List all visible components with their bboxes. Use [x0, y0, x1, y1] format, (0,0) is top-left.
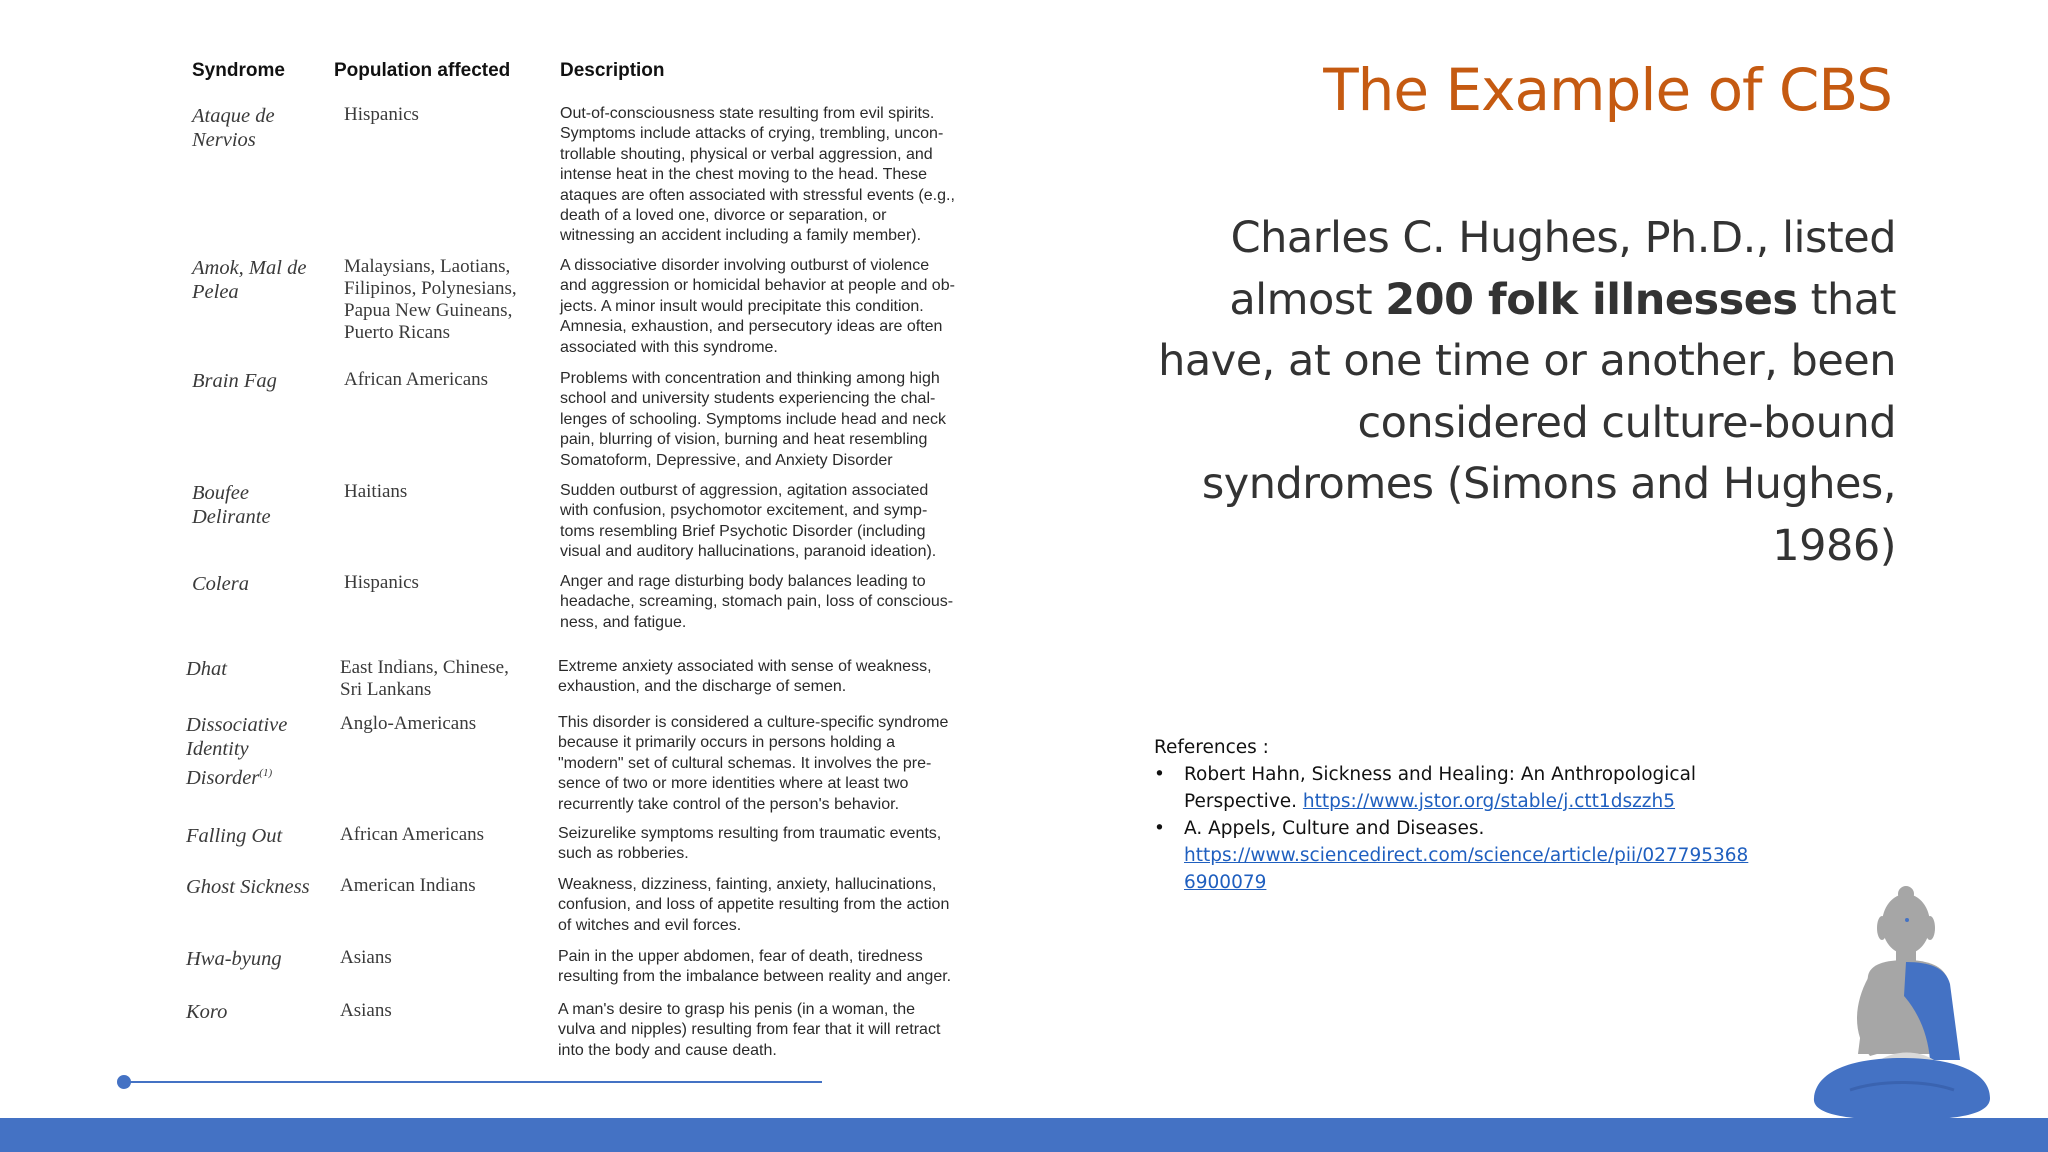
references	[1154, 734, 1754, 896]
reference-text: Robert Hahn, Sickness and Healing: An Anthropological Perspective.	[1184, 764, 1697, 812]
meditating-figure-icon	[1810, 884, 1994, 1120]
population-affected: Malaysians, Laotians, Filipinos, Polynesians, Papua New Guineans, Puerto Ricans	[344, 256, 517, 343]
syndrome-description: This disorder is considered a culture-specific syndrome because it primarily occurs in persons holding a "modern" set of cultural schemas. It involves the pre- sence of two or more identities where at least two recurrently take control of the person's behavior.	[558, 714, 949, 813]
header-description: Description	[560, 60, 665, 81]
syndrome-name: Colera	[192, 573, 249, 595]
syndrome-description: Pain in the upper abdomen, fear of death, tiredness resulting from the imbalance between reality and anger.	[558, 948, 952, 986]
syndrome-description: Weakness, dizziness, fainting, anxiety, hallucinations, confusion, and loss of appetite resulting from the action of witches and evil forces.	[558, 876, 950, 934]
population-affected: American Indians	[340, 875, 476, 896]
population-affected: Anglo-Americans	[340, 713, 477, 734]
reference-item	[1154, 815, 1754, 896]
population-affected: Haitians	[344, 481, 408, 502]
slide-title: The Example of CBS	[1323, 56, 1892, 124]
syndrome-description: Seizurelike symptoms resulting from traumatic events, such as robberies.	[558, 825, 942, 863]
syndrome-name: Hwa-byung	[186, 948, 282, 970]
syndrome-name: Falling Out	[186, 825, 283, 847]
population-affected: African Americans	[340, 824, 485, 845]
syndrome-description: Problems with concentration and thinking among high school and university students experiencing the chal- lenges of schooling. Symptoms include head and neck pain, blurring of vision, burning and heat resembling Somatoform, Depressive, and Anxiety Disorder	[560, 370, 947, 469]
syndrome-description: A man's desire to grasp his penis (in a woman, the vulva and nipples) resulting from fear that it will retract into the body and cause death.	[558, 1001, 941, 1059]
references-list	[1154, 761, 1754, 896]
population-affected: Hispanics	[344, 572, 419, 593]
decorative-line	[124, 1081, 822, 1083]
population-affected: Asians	[340, 1000, 392, 1021]
bottom-bar	[0, 1118, 2048, 1152]
population-affected: Hispanics	[344, 104, 419, 125]
main-text-end: that have, at one time or another, been considered culture-bound syndromes (Simons and Hughes, 1986)	[1158, 274, 1896, 571]
reference-text: A. Appels, Culture and Diseases.	[1184, 818, 1485, 839]
syndrome-name: Ataque de Nervios	[192, 105, 275, 151]
footnote-marker: (1)	[259, 767, 273, 779]
syndrome-name: Brain Fag	[192, 370, 277, 392]
reference-link[interactable]: https://www.sciencedirect.com/science/article/pii/0277953686900079	[1184, 845, 1749, 893]
population-affected: East Indians, Chinese, Sri Lankans	[340, 657, 509, 700]
syndrome-description: Sudden outburst of aggression, agitation associated with confusion, psychomotor excitement, and symp- toms resembling Brief Psychotic Disorder (including visual and auditory hallucinations, paranoid ideation).	[560, 482, 937, 561]
syndrome-name-text: Dissociative Identity Disorder	[186, 714, 288, 789]
syndrome-description: Anger and rage disturbing body balances leading to headache, screaming, stomach pain, loss of conscious- ness, and fatigue.	[560, 573, 954, 631]
syndrome-name: Dhat	[186, 658, 227, 680]
main-text-start: Charles C. Hughes, Ph.D., listed almost	[1229, 213, 1896, 325]
syndrome-table	[176, 52, 1016, 1072]
references-heading: References :	[1154, 737, 1269, 758]
reference-link[interactable]: https://www.jstor.org/stable/j.ctt1dszzh5	[1302, 791, 1676, 812]
header-syndrome: Syndrome	[192, 60, 285, 81]
decorative-dot	[117, 1075, 131, 1089]
syndrome-description: Extreme anxiety associated with sense of weakness, exhaustion, and the discharge of semen.	[558, 658, 932, 696]
syndrome-name: Boufee Delirante	[192, 482, 271, 528]
syndrome-description: Out-of-consciousness state resulting from evil spirits. Symptoms include attacks of crying, trembling, uncon- trollable shouting, physical or verbal aggression, and intense heat in the chest moving to the head. These ataques are often associated with stressful events (e.g., death of a loved one, divorce or separation, or witnessing an accident including a family member).	[560, 105, 955, 245]
population-affected: Asians	[340, 947, 392, 968]
syndrome-name	[186, 713, 326, 790]
syndrome-name: Ghost Sickness	[186, 876, 310, 898]
syndrome-name: Koro	[186, 1001, 228, 1023]
syndrome-description: A dissociative disorder involving outburst of violence and aggression or homicidal behavior at people and ob- jects. A minor insult would precipitate this condition. Amnesia, exhaustion, and persecutory ideas are often associated with this syndrome.	[560, 257, 955, 356]
population-affected: African Americans	[344, 369, 489, 390]
syndrome-name: Amok, Mal de Pelea	[192, 257, 307, 303]
header-population: Population affected	[334, 60, 511, 81]
reference-item	[1154, 761, 1754, 815]
main-text	[1116, 208, 1896, 577]
main-text-highlight: 200 folk illnesses	[1385, 274, 1798, 325]
